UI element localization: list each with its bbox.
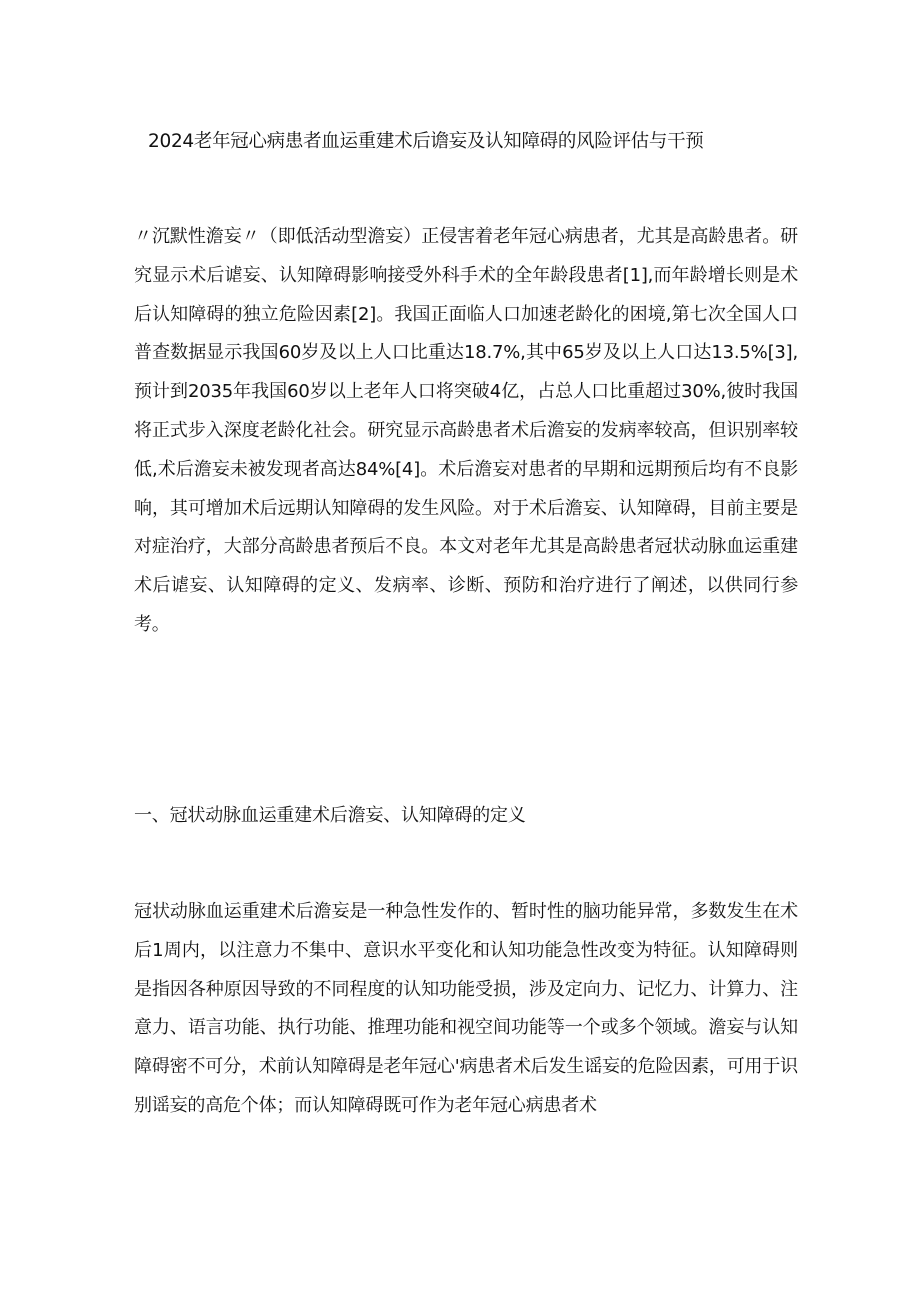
document-title: 2024老年冠心病患者血运重建术后谵妄及认知障碍的风险评估与干预 [148, 131, 704, 152]
definition-paragraph: 冠状动脉血运重建术后澹妄是一种急性发作的、暂时性的脑功能异常，多数发生在术后1周内，以注意力不集中、意识水平变化和认知功能急性改变为特征。认知障碍则是指因各种原因导致的不同程度的认知功能受损，涉及定向力、记忆力、计算力、注意力、语言功能、执行功能、推理功能和视空间功能等一个或多个领域。澹妄与认知障碍密不可分，术前认知障碍是老年冠心'病患者术后发生谣妄的危险因素，可用于识别谣妄的高危个体；而认知障碍既可作为老年冠心病患者术 [134, 901, 798, 1116]
section-heading: 一、冠状动脉血运重建术后澹妄、认知障碍的定义 [134, 805, 526, 826]
intro-paragraph: 〃沉默性澹妄〃（即低活动型澹妄）正侵害着老年冠心病患者，尤其是高龄患者。研究显示术后谑妄、认知障碍影响接受外科手术的全年龄段患者[1],而年龄增长则是术后认知障碍的独立危险因素[2]。我国正面临人口加速老龄化的困境,第七次全国人口普查数据显示我国60岁及以上人口比重达18.7%,其中65岁及以上人口达13.5%[3],预计到2035年我国60岁以上老年人口将突破4亿，占总人口比重超过30%,彼时我国将正式步入深度老龄化社会。研究显示高龄患者术后澹妄的发病率较高，但识别率较低,术后澹妄未被发现者高达84%[4]。术后澹妄对患者的早期和远期预后均有不良影响，其可增加术后远期认知障碍的发生风险。对于术后澹妄、认知障碍，目前主要是对症治疗，大部分高龄患者预后不良。本文对老年尤其是高龄患者冠状动脉血运重建术后谑妄、认知障碍的定义、发病率、诊断、预防和治疗进行了阐述，以供同行参考。 [134, 226, 798, 635]
